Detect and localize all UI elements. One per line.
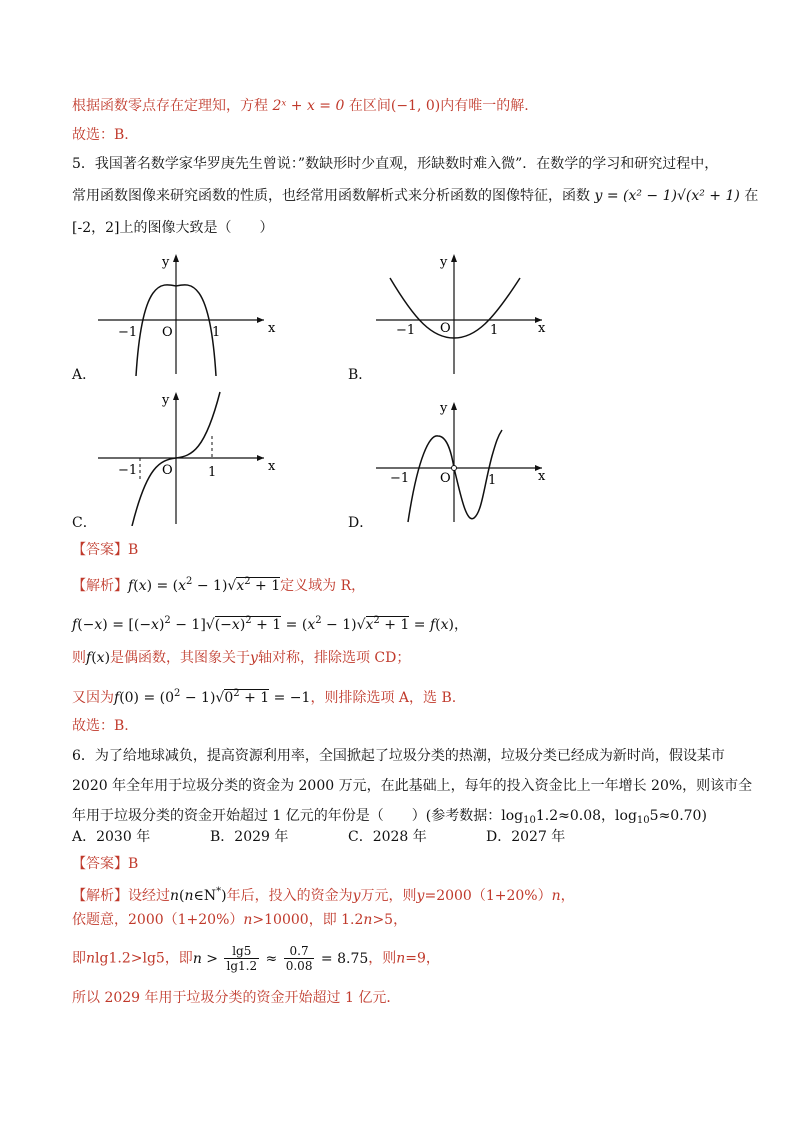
approx-sign: ≈ [265, 950, 278, 967]
denominator: lg1.2 [226, 959, 258, 973]
text: 是偶函数，其图象关于 [110, 650, 251, 666]
q6-choice-d: D．2027 年 [486, 829, 566, 845]
text: lg1.2>lg5，即 [95, 950, 193, 967]
text: >5， [372, 912, 408, 928]
graph-a [92, 248, 282, 380]
exp5-line2: $f(-x) = [(-x)^2 - 1]√(-x)^2 + 1 = (x^2 - 1)√x^2 + 1 = f(x)$， [72, 615, 469, 633]
tick-pos1: 1 [208, 465, 217, 480]
text: 根据函数零点存在定理知，方程 [72, 98, 268, 114]
axis-y-label: y [162, 393, 170, 408]
exp6-line1: 【解析】设经过n(n∈N*)年后，投入的资金为y万元，则y=2000（1+20%）n， [72, 886, 575, 904]
axis-x-label: x [538, 469, 546, 484]
q5-line1: 5．我国著名数学家华罗庚先生曾说：”数缺形时少直观，形缺数时难入微”．在数学的学习和研究过程中， [72, 156, 719, 172]
graph-b [370, 248, 560, 380]
text: 1.2≈0.08，log [535, 808, 637, 824]
numerator: lg5 [224, 944, 259, 959]
text: 内有唯一的解. [440, 98, 529, 114]
text: 依题意，2000（1+20%） [72, 912, 244, 928]
text: 定义域为 R， [280, 578, 366, 594]
exp5-line5: 故选：B. [72, 718, 129, 734]
answer-label: 【答案】 [72, 856, 128, 872]
tick-pos1: 1 [488, 473, 497, 488]
log-base: 10 [523, 815, 536, 826]
explanation-label: 【解析】 [72, 888, 128, 904]
axis-x-label: x [268, 459, 276, 474]
text: >10000，即 1.2 [252, 912, 364, 928]
text: 在 [744, 188, 759, 204]
text: =2000（1+20%） [424, 888, 552, 904]
exp5-line4: 又因为$f(0) = (0^2 - 1)√0^2 + 1 = -1$，则排除选项 A，选 B. [72, 688, 457, 706]
axis-y-label: y [440, 401, 448, 416]
function-expression: y = (x² − 1)√(x² + 1) [594, 188, 740, 204]
text: 轴对称，排除选项 CD； [257, 650, 411, 666]
tick-neg1: −1 [118, 463, 138, 478]
tick-neg1: −1 [118, 325, 138, 340]
origin-label: O [440, 471, 451, 486]
answer-6 [72, 854, 138, 874]
text: 年后，投入的资金为 [226, 888, 353, 904]
choose-line: 故选：B. [72, 127, 129, 143]
q6-choice-a: A．2030 年 [72, 829, 151, 845]
exp6-line2: 依题意，2000（1+20%）n>10000，即 1.2n>5， [72, 912, 408, 928]
exp5-line1: 【解析】$f(x) = (x^2 - 1)√x^2 + 1$定义域为 R， [72, 576, 366, 594]
expr: f [128, 578, 134, 594]
text: ，则排除选项 A，选 B. [310, 690, 457, 706]
exp6-line3: 即nlg1.2>lg5，即n > $\frac{\lg 5}{\lg 1.2}$ ≈ $\frac{0.7}{0.08}$ = 8.75，则n=9， [72, 944, 440, 973]
q5-line3: [-2，2]上的图像大致是（ ） [72, 220, 274, 236]
q6-line1: 6．为了给地球减负，提高资源利用率，全国掀起了垃圾分类的热潮，垃圾分类已经成为新时尚，假设某市 [72, 748, 725, 764]
tick-neg1: −1 [390, 471, 410, 486]
graph-d [370, 396, 560, 526]
exp5-line3: 则f(x)是偶函数，其图象关于y轴对称，排除选项 CD； [72, 650, 411, 666]
tick-neg1: −1 [396, 323, 416, 338]
fraction-num [284, 944, 315, 973]
text: 即 [72, 950, 86, 967]
text: 在区间 [348, 98, 391, 114]
q5-line2 [72, 186, 758, 206]
text: 常用函数图像来研究函数的性质，也经常用函数解析式来分析函数的图像特征，函数 [72, 188, 590, 204]
text: =9， [405, 950, 440, 967]
text: 5≈0.70) [649, 808, 707, 824]
axis-y-label: y [162, 255, 170, 270]
text: 则 [72, 650, 86, 666]
result: = 8.75 [320, 950, 369, 967]
exp6-line4: 所以 2029 年用于垃圾分类的资金开始超过 1 亿元． [72, 990, 401, 1006]
answer-value: B [128, 856, 139, 872]
option-d-label: D． [348, 515, 374, 531]
log-base: 10 [636, 815, 650, 826]
text: 设经过 [128, 888, 170, 904]
explanation-label: 【解析】 [72, 578, 128, 594]
tick-pos1: 1 [490, 323, 499, 338]
origin-label: O [162, 325, 173, 340]
numerator: 0.7 [284, 944, 315, 959]
text: 年用于垃圾分类的资金开始超过 1 亿元的年份是（ ）(参考数据：log [72, 808, 524, 824]
text: 万元，则 [360, 888, 417, 904]
text: ，则 [368, 950, 397, 967]
axis-x-label: x [538, 321, 546, 336]
fraction-lg [224, 944, 259, 973]
text: 又因为 [72, 690, 114, 706]
q6-choice-b: B．2029 年 [210, 829, 289, 845]
answer-5 [72, 540, 138, 560]
equation: 2ˣ + x = 0 [272, 98, 345, 114]
graph-c [92, 386, 282, 526]
denominator: 0.08 [285, 959, 313, 973]
option-c-label: C． [72, 515, 97, 531]
origin-label: O [440, 321, 451, 336]
answer-label: 【答案】 [72, 542, 128, 558]
q6-choice-c: C．2028 年 [348, 829, 427, 845]
q6-line2: 2020 年全年用于垃圾分类的资金为 2000 万元，在此基础上，每年的投入资金比上一年增长 20%，则该市全 [72, 778, 753, 794]
axis-y-label: y [440, 255, 448, 270]
interval: (−1, 0) [390, 98, 441, 114]
conclusion-line [72, 96, 529, 116]
option-a-label: A． [72, 367, 97, 383]
tick-pos1: 1 [212, 325, 221, 340]
origin-label: O [162, 463, 173, 478]
option-b-label: B． [348, 367, 373, 383]
axis-x-label: x [268, 321, 276, 336]
answer-value: B [128, 542, 139, 558]
